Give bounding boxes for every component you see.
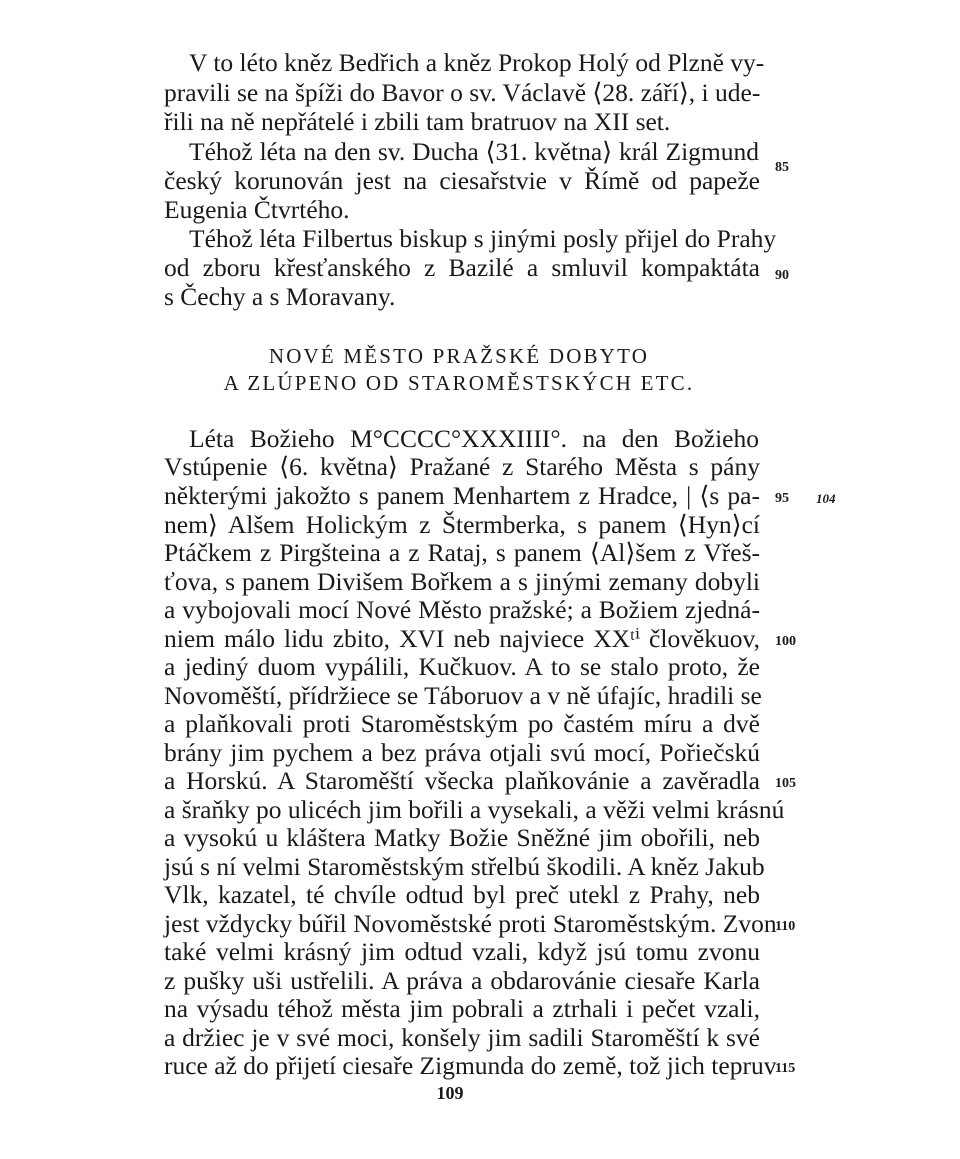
text-line: a Horskú. A Staroměští všecka plaňkovánie a zavěradla: [164, 766, 760, 795]
line-number: 100: [775, 634, 796, 649]
text-line: Ptáčkem z Pirgšteina a z Rataj, s panem ⟨Al⟩šem z Vřeš-: [164, 538, 760, 567]
text-line: řili na ně nepřátelé i zbili tam bratruov na XII set.: [164, 107, 671, 136]
text-line: také velmi krásný jim odtud vzali, když jsú tomu zvonu: [164, 937, 760, 966]
text-line: s Čechy a s Moravany.: [164, 282, 396, 311]
text-line: a držiec je v své moci, konšely jim sadili Staroměští k své: [164, 1023, 760, 1052]
text-line: Novoměští, přídržiece se Táboruov a v ně úfajíc, hradili se: [164, 681, 762, 710]
text-line: Eugenia Čtvrtého.: [164, 195, 350, 224]
text-line: jsú s ní velmi Staroměstským střelbú škodili. A kněz Jakub: [164, 852, 765, 881]
line-number: 95: [775, 491, 789, 506]
line-number: 115: [775, 1061, 796, 1076]
text-line: V to léto kněz Bedřich a kněz Prokop Holý od Plzně vy-: [189, 48, 765, 77]
text-line: Léta Božieho M°CCCC°XXXIIII°. na den Božieho: [189, 424, 759, 453]
text-line: Téhož léta na den sv. Ducha ⟨31. května⟩ král Zigmund: [189, 137, 759, 166]
text-line: jest vždycky búřil Novoměstské proti Staroměstským. Zvon: [164, 909, 777, 938]
text-line: nem⟩ Alšem Holickým z Štermberka, s panem ⟨Hyn⟩cí: [164, 510, 760, 539]
text-line: na výsadu téhož města jim pobrali a ztrhali i pečet vzali,: [164, 994, 760, 1023]
text-line: a vysokú u kláštera Matky Božie Sněžné jim obořili, neb: [164, 823, 760, 852]
line-number: 85: [775, 160, 789, 175]
text-line: český korunován jest na ciesařstvie v Římě od papeže: [164, 166, 760, 195]
text-line: a šraňky po ulicéch jim bořili a vysekali, a věži velmi krásnú: [164, 795, 785, 824]
page-reference: 104: [816, 491, 836, 506]
text-line: a vybojovali mocí Nové Město pražské; a Božiem zjedná-: [164, 595, 760, 624]
section-heading-line-1: NOVÉ MĚSTO PRAŽSKÉ DOBYTO: [268, 344, 650, 368]
text-line: ťova, s panem Divišem Bořkem a s jinými zemany dobyli: [164, 567, 760, 596]
page-number: 109: [436, 1083, 464, 1103]
line-number: 105: [775, 776, 796, 791]
text-line: Téhož léta Filbertus biskup s jinými posly přijel do Prahy: [189, 224, 777, 253]
text-line: ruce až do přijetí ciesaře Zigmunda do země, tož jich tepruv: [164, 1051, 777, 1080]
text-line: z pušky uši ustřelili. A práva a obdarovánie ciesaře Karla: [164, 966, 760, 995]
text-line: Vlk, kazatel, té chvíle odtud byl preč utekl z Prahy, neb: [164, 880, 760, 909]
text-line: pravili se na špíži do Bavor o sv. Václavě ⟨28. září⟩, i ude-: [164, 78, 761, 107]
line-number: 90: [775, 268, 789, 283]
text-line: niem málo lidu zbito, XVI neb najviece XXᵗⁱ člověkuov,: [164, 624, 760, 653]
line-number: 110: [775, 919, 796, 934]
section-heading-line-2: A ZLÚPENO OD STAROMĚSTSKÝCH ETC.: [223, 371, 695, 395]
text-line: Vstúpenie ⟨6. května⟩ Pražané z Starého Města s pány: [164, 452, 760, 481]
text-line: a jediný duom vypálili, Kučkuov. A to se stalo proto, že: [164, 652, 760, 681]
text-line: brány jim pychem a bez práva otjali svú mocí, Pořiečskú: [164, 738, 760, 767]
text-line: od zboru křesťanského z Bazilé a smluvil kompaktáta: [164, 253, 760, 282]
text-line: a plaňkovali proti Staroměstským po častém míru a dvě: [164, 709, 760, 738]
text-line: některými jakožto s panem Menhartem z Hradce, | ⟨s pa-: [164, 481, 760, 510]
